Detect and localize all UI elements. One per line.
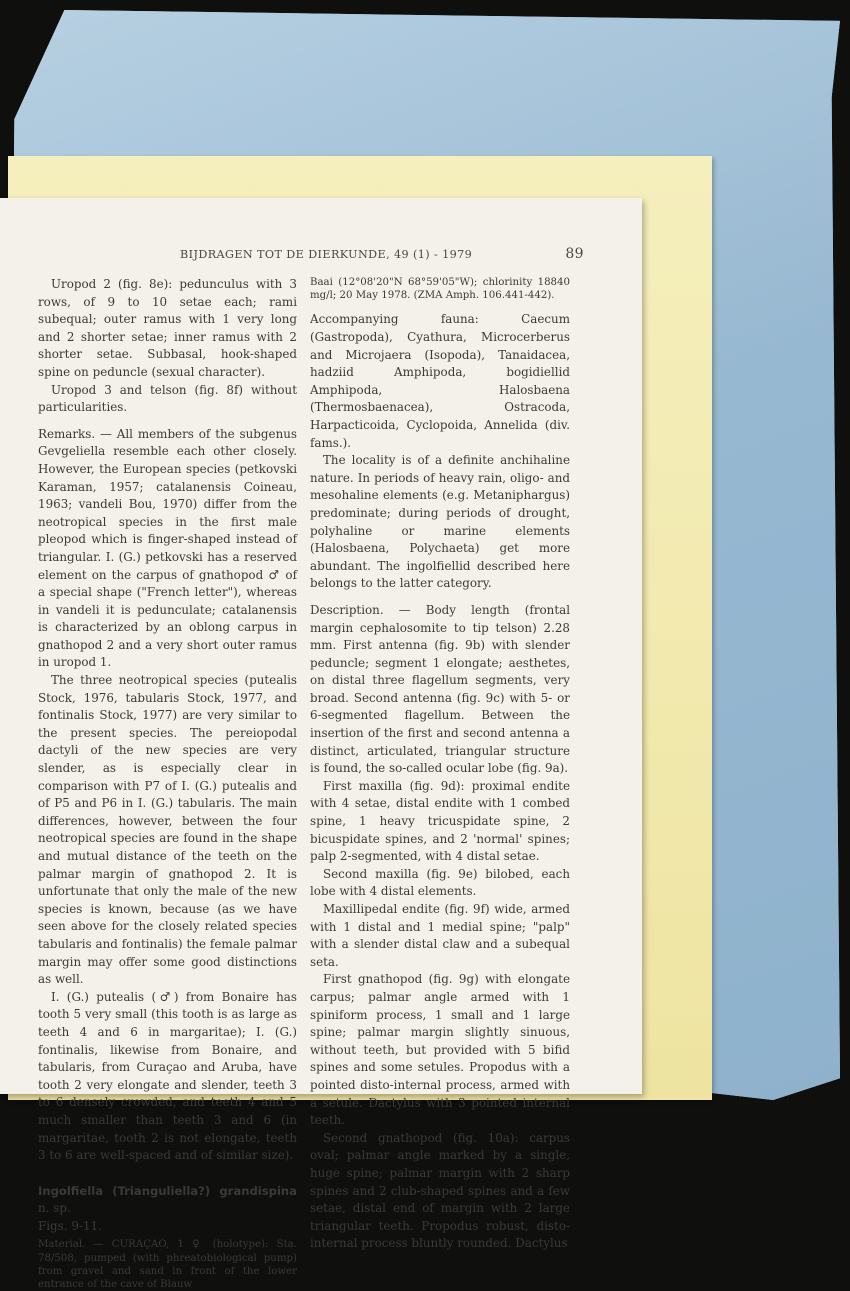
paragraph-fauna: Accompanying fauna: Caecum (Gastropoda), Cyathura, Microcerberus and Microjaera (Isopoda), Tanaidacea, hadziid Amphipoda, bogidiellid Amphipoda, Halosbaena (Thermosbaenacea), Ostracoda, Harpacticoida, Cyclopoida, Annelida (div. fams.). <box>310 312 570 450</box>
material-continued: Baai (12°08'20"N 68°59'05"W); chlorinity 18840 mg/l; 20 May 1978. (ZMA Amph. 106.441-442). <box>310 277 570 302</box>
paragraph-second-gnathopod: Second gnathopod (fig. 10a): carpus oval; palmar angle marked by a single, huge spine; palmar margin with 2 sharp spines and 2 club-shaped spines and a few setae, distal end of margin with 2 large triangular teeth. Propodus robust, disto-internal process bluntly rounded. Dactylus <box>310 1130 570 1251</box>
paragraph-neotropical: The three neotropical species (putealis Stock, 1976, tabularis Stock, 1977, and fontinalis Stock, 1977) are very similar to the present species. The pereiopodal dactyli of the new species are very slender, as is especially clear in comparison with P7 of I. (G.) putealis and of P5 and P6 in I. (G.) tabularis. The main differences, however, between the four neotropical species are found in the shape and mutual distance of the teeth on the palmar margin of gnathopod 2. It is unfortunate that only the male of the new species is known, because (as we have seen above for the closely related species tabularis and fontinalis) the female palmar margin may offer some good distinctions as well. <box>38 673 297 987</box>
page-number: 89 <box>565 246 584 262</box>
paragraph-remarks: Remarks. — All members of the subgenus Gevgeliella resemble each other closely. However, the European species (petkovski Karaman, 1957; catalanensis Coineau, 1963; vandeli Bou, 1970) differ from the neotropical species in the first male pleopod which is finger-shaped instead of triangular. I. (G.) petkovski has a reserved element on the carpus of gnathopod ♂ of a special shape ("French letter"), whereas in vandeli it is pedunculate; catalanensis is characterized by an oblong carpus in gnathopod 2 and a very short outer ramus in uropod 1. <box>38 426 297 670</box>
paragraph-second-maxilla: Second maxilla (fig. 9e) bilobed, each lobe with 4 distal elements. <box>310 866 570 899</box>
journal-title: BIJDRAGEN TOT DE DIERKUNDE, 49 (1) - 1979 <box>180 248 473 261</box>
species-suffix: n. sp. <box>38 1201 71 1216</box>
paragraph-putealis: I. (G.) putealis (♂) from Bonaire has tooth 5 very small (this tooth is as large as teeth 4 and 6 in margaritae); I. (G.) fontinalis, likewise from Bonaire, and tabularis, from Curaçao and Aruba, have tooth 2 very elongate and slender, teeth 3 to 6 densely crowded, and teeth 4 and 5 much smaller than teeth 3 and 6 (in margaritae, tooth 2 is not elongate, teeth 3 to 6 are well-spaced and of similar size). <box>38 989 297 1163</box>
species-heading: Ingolfiella (Trianguliella?) grandispina <box>38 1183 297 1198</box>
paragraph-description: Description. — Body length (frontal margin cephalosomite to tip telson) 2.28 mm. First antenna (fig. 9b) with slender peduncle; segment 1 elongate; aesthetes, on distal three flagellum segments, very broad. Second antenna (fig. 9c) with 5- or 6-segmented flagellum. Between the insertion of the first and second antenna a distinct, articulated, triangular structure is found, the so-called ocular lobe (fig. 9a). <box>310 602 570 776</box>
paragraph-uropod-3: Uropod 3 and telson (fig. 8f) without particularities. <box>38 382 297 415</box>
paragraph-maxillipedal: Maxillipedal endite (fig. 9f) wide, armed with 1 distal and 1 medial spine; "palp" with a slender distal claw and a subequal seta. <box>310 902 570 969</box>
paragraph-first-gnathopod: First gnathopod (fig. 9g) with elongate carpus; palmar angle armed with 1 spiniform process, 1 small and 1 large spine; palmar margin slightly sinuous, without teeth, but provided with 5 bifid spines and some setules. Propodus with a pointed disto-internal process, armed with a setule. Dactylus with 3 pointed internal teeth. <box>310 972 570 1128</box>
paragraph-locality: The locality is of a definite anchihaline nature. In periods of heavy rain, oligo- and mesohaline elements (e.g. Metaniphargus) predominate; during periods of drought, polyhaline or marine elements (Halosbaena, Polychaeta) get more abundant. The ingolfiellid described here belongs to the latter category. <box>310 453 570 591</box>
figures-reference: Figs. 9-11. <box>38 1218 102 1233</box>
document-page <box>0 198 642 1291</box>
paragraph-uropod-2: Uropod 2 (fig. 8e): pedunculus with 3 rows, of 9 to 10 setae each; rami subequal; outer ramus with 1 very long and 2 shorter setae; inner ramus with 2 shorter setae. Subbasal, hook-shaped spine on peduncle (sexual character). <box>38 277 297 379</box>
species-heading-line <box>38 1183 297 1218</box>
paragraph-first-maxilla: First maxilla (fig. 9d): proximal endite with 4 setae, distal endite with 1 combed spine, 1 heavy tricuspidate spine, 2 bicuspidate spines, and 2 'normal' spines; palp 2-segmented, with 4 distal setae. <box>310 778 570 864</box>
left-column <box>38 276 297 1291</box>
right-column <box>310 276 570 1253</box>
material-text: Material. — CURAÇAO, 1 ♀ (holotype): Sta. 78/508, pumped (with phreatobiological pump) from gravel and sand in front of the lower entrance of the cave of Blauw <box>38 1239 297 1291</box>
